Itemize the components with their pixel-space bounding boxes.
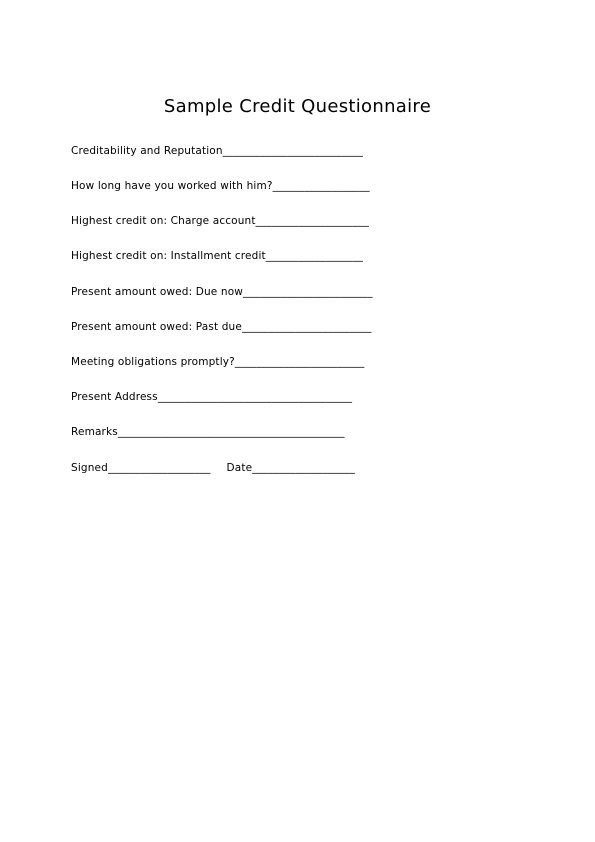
field-label: Present Address bbox=[71, 391, 158, 403]
field-blank: _____________________ bbox=[255, 215, 370, 227]
field-charge-account bbox=[71, 215, 369, 227]
field-label: Present amount owed: Past due bbox=[71, 321, 242, 333]
field-obligations bbox=[71, 356, 364, 368]
field-installment-credit bbox=[71, 250, 363, 262]
field-label: Highest credit on: Charge account bbox=[71, 215, 256, 227]
field-blank: __________________________________________ bbox=[117, 426, 345, 438]
field-due-now bbox=[71, 286, 373, 298]
field-blank: ________________________ bbox=[241, 321, 372, 333]
field-past-due bbox=[71, 321, 372, 333]
signed-blank: ___________________ bbox=[107, 462, 211, 474]
field-label: Remarks bbox=[71, 426, 118, 438]
field-label: Highest credit on: Installment credit bbox=[71, 250, 266, 262]
signed-label: Signed bbox=[71, 462, 108, 474]
field-blank: __________________________ bbox=[222, 145, 364, 157]
field-label: Meeting obligations promptly? bbox=[71, 356, 235, 368]
field-label: Present amount owed: Due now bbox=[71, 286, 243, 298]
field-remarks bbox=[71, 426, 345, 438]
field-label: How long have you worked with him? bbox=[71, 180, 273, 192]
field-blank: ________________________ bbox=[234, 356, 365, 368]
field-label: Creditability and Reputation bbox=[71, 145, 223, 157]
page-title: Sample Credit Questionnaire bbox=[163, 96, 432, 117]
field-how-long-worked bbox=[71, 180, 370, 192]
field-blank: ____________________________________ bbox=[157, 391, 353, 403]
field-creditability bbox=[71, 145, 363, 157]
signature-row bbox=[71, 462, 355, 474]
field-present-address bbox=[71, 391, 352, 403]
date-blank: ___________________ bbox=[252, 462, 355, 474]
date-label: Date bbox=[226, 462, 253, 474]
field-blank: __________________ bbox=[272, 180, 370, 192]
field-blank: __________________ bbox=[265, 250, 364, 262]
field-blank: ________________________ bbox=[243, 286, 373, 298]
